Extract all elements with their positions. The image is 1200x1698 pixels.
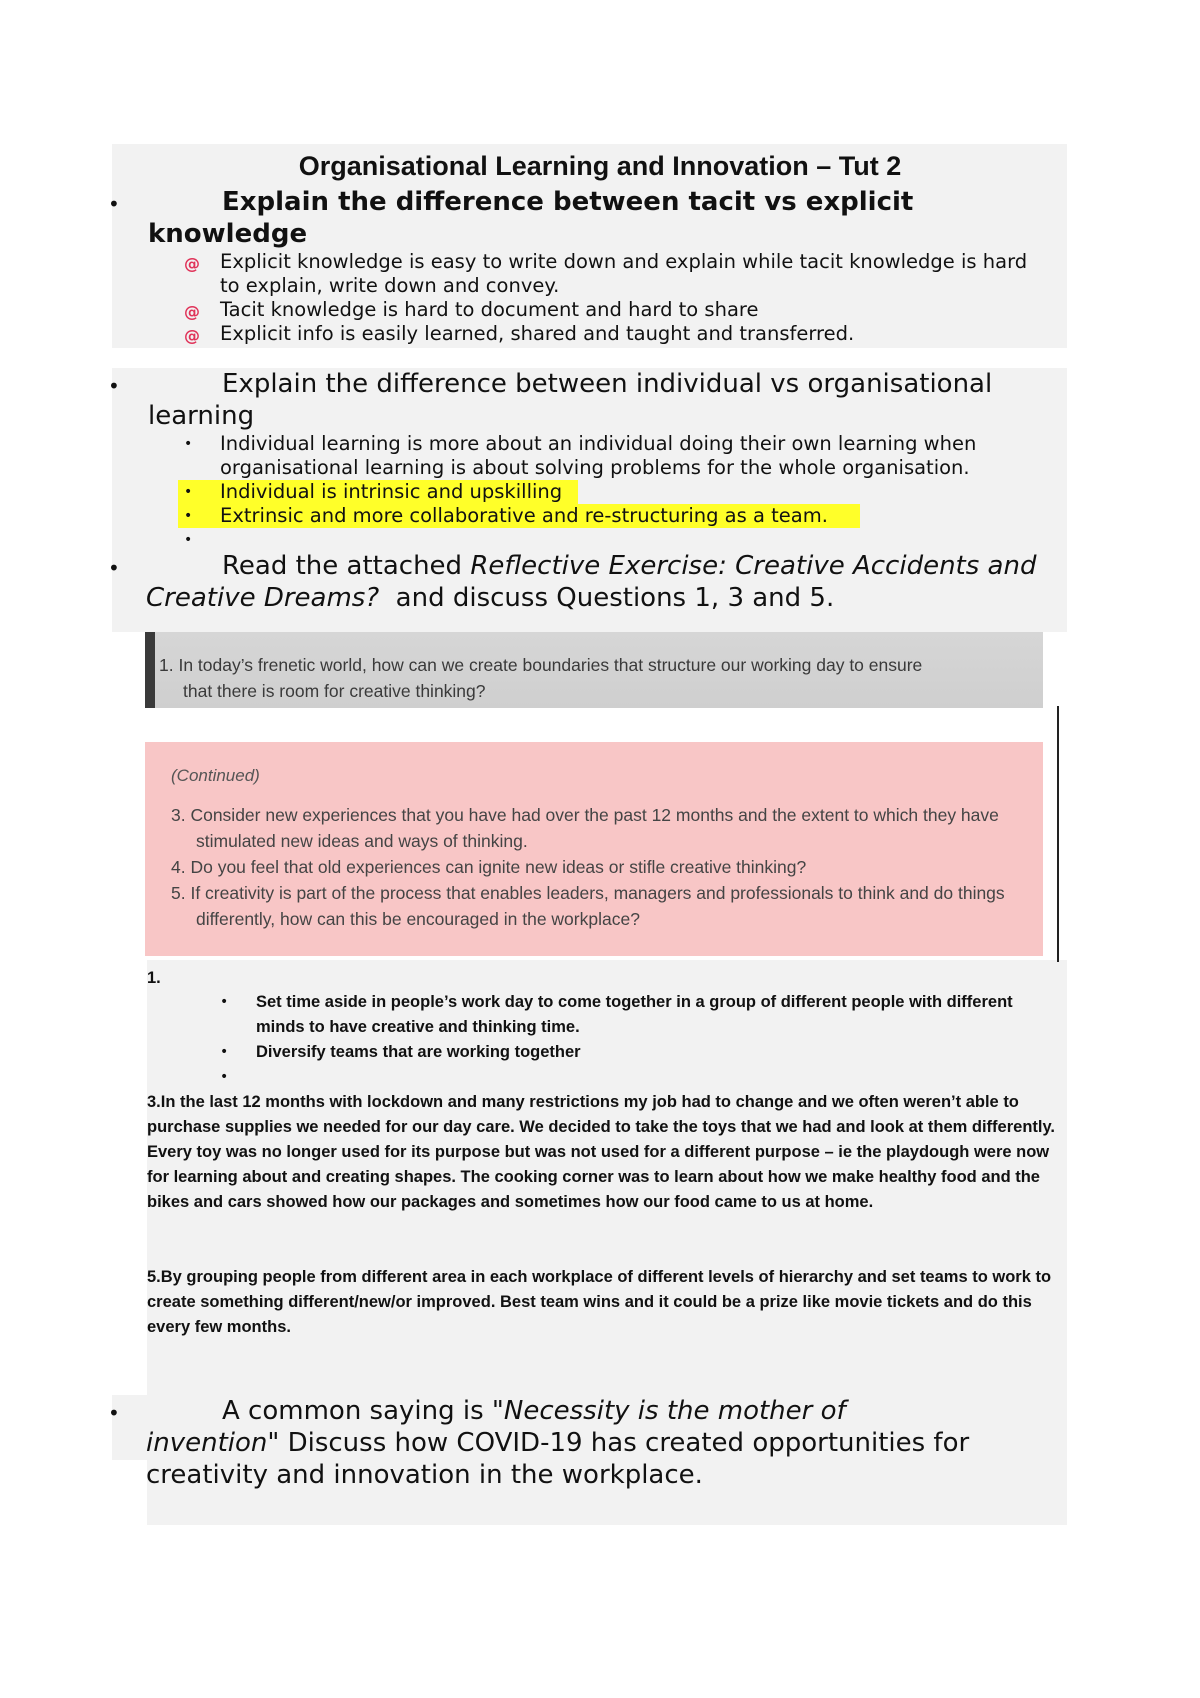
bullet: • [108, 192, 120, 216]
question-1-line-2: knowledge [148, 219, 308, 249]
bullet: • [184, 436, 193, 452]
bullet: • [184, 484, 193, 500]
q3-italic-2: Creative Dreams? [146, 583, 380, 613]
bullet: • [108, 1401, 120, 1425]
bullet: • [108, 374, 120, 398]
at-bullet-icon: @ [184, 254, 200, 273]
bullet: • [108, 556, 120, 580]
answer-1-bullet-1-line-2: minds to have creative and thinking time. [256, 1018, 580, 1036]
question-4-line-1 [222, 1395, 846, 1427]
answer-1-label: 1. [147, 969, 161, 987]
q3-italic-1: Reflective Exercise: Creative Accidents and [470, 551, 1037, 581]
q3-suffix: and discuss Questions 1, 3 and 5. [379, 583, 835, 613]
exercise-image-questions-3-5 [145, 742, 1043, 956]
q1-point-1-line-2: to explain, write down and convey. [220, 274, 560, 297]
q4-after-italic: " Discuss how COVID-19 has created opportunities for [267, 1428, 970, 1458]
q4-prefix: A common saying is " [222, 1396, 504, 1426]
exercise-question-4: 4. Do you feel that old experiences can ignite new ideas or stifle creative thinking? [171, 857, 807, 877]
document-title: Organisational Learning and Innovation – Tut 2 [298, 151, 902, 181]
bullet: • [220, 1044, 229, 1060]
q1-point-3: Explicit info is easily learned, shared and taught and transferred. [220, 322, 855, 345]
exercise-question-3: 3. Consider new experiences that you have had over the past 12 months and the extent to which they have stimulated new ideas and ways of thinking. [171, 805, 999, 851]
exercise-question-list [171, 802, 1031, 932]
question-3-line-2 [146, 582, 834, 614]
question-4-line-3: creativity and innovation in the workplace. [146, 1460, 703, 1490]
q3-prefix: Read the attached [222, 551, 471, 581]
at-bullet-icon: @ [184, 326, 200, 345]
exercise-question-5: 5. If creativity is part of the process that enables leaders, managers and professionals to think and do things differently, how can this be encouraged in the workplace? [171, 883, 1005, 929]
continued-label: (Continued) [171, 766, 260, 785]
q2-point-1-line-1: Individual learning is more about an individual doing their own learning when [220, 432, 977, 455]
question-4-line-2 [146, 1427, 969, 1459]
q2-point-2: Individual is intrinsic and upskilling [220, 480, 563, 503]
q2-point-3: Extrinsic and more collaborative and re-structuring as a team. [220, 504, 828, 527]
question-1-line-1: Explain the difference between tacit vs explicit [222, 187, 914, 217]
q1-point-1-line-1: Explicit knowledge is easy to write down and explain while tacit knowledge is hard [220, 250, 1028, 273]
exercise-q1-line-1: 1. In today’s frenetic world, how can we create boundaries that structure our working day to ensure [159, 655, 923, 675]
question-2-line-2: learning [148, 401, 255, 431]
question-2-line-1: Explain the difference between individual vs organisational [222, 369, 993, 399]
q2-point-1-line-2: organisational learning is about solving problems for the whole organisation. [220, 456, 970, 479]
at-bullet-icon: @ [184, 302, 200, 321]
image-accent-bar [145, 632, 155, 708]
answer-1-bullet-1-line-1: Set time aside in people’s work day to come together in a group of different people with different [256, 993, 1013, 1011]
bullet: • [184, 508, 193, 524]
bullet: • [220, 1069, 229, 1085]
question-3-line-1 [222, 550, 1036, 582]
q4-italic-2: invention [146, 1428, 268, 1458]
image-border-line [1057, 706, 1059, 962]
answer-5: 5.By grouping people from different area in each workplace of different levels of hierarchy and set teams to work to create something different/new/or improved. Best team wins and it could be a prize like movie tickets and do this every few months. [147, 1268, 1052, 1336]
q1-point-2: Tacit knowledge is hard to document and hard to share [220, 298, 759, 321]
answer-1-bullet-2: Diversify teams that are working together [256, 1043, 581, 1061]
bullet: • [220, 994, 229, 1010]
q4-italic-1: Necessity is the mother of [503, 1396, 846, 1426]
bullet: • [184, 532, 193, 548]
exercise-image-question-1 [145, 632, 1043, 708]
exercise-q1-line-2: that there is room for creative thinking? [183, 681, 486, 701]
exercise-question-1 [159, 652, 1049, 704]
answer-3: 3.In the last 12 months with lockdown and many restrictions my job had to change and we often weren’t able to purchase supplies we needed for our day care. We decided to take the toys that we had and look at them differently. Every toy was no longer used for its purpose but was not used for a different purpose – ie the playdough were now for learning about and creating shapes. The cooking corner was to learn about how we make healthy food and the bikes and cars showed how our packages and sometimes how our food came to us at home. [147, 1093, 1056, 1211]
